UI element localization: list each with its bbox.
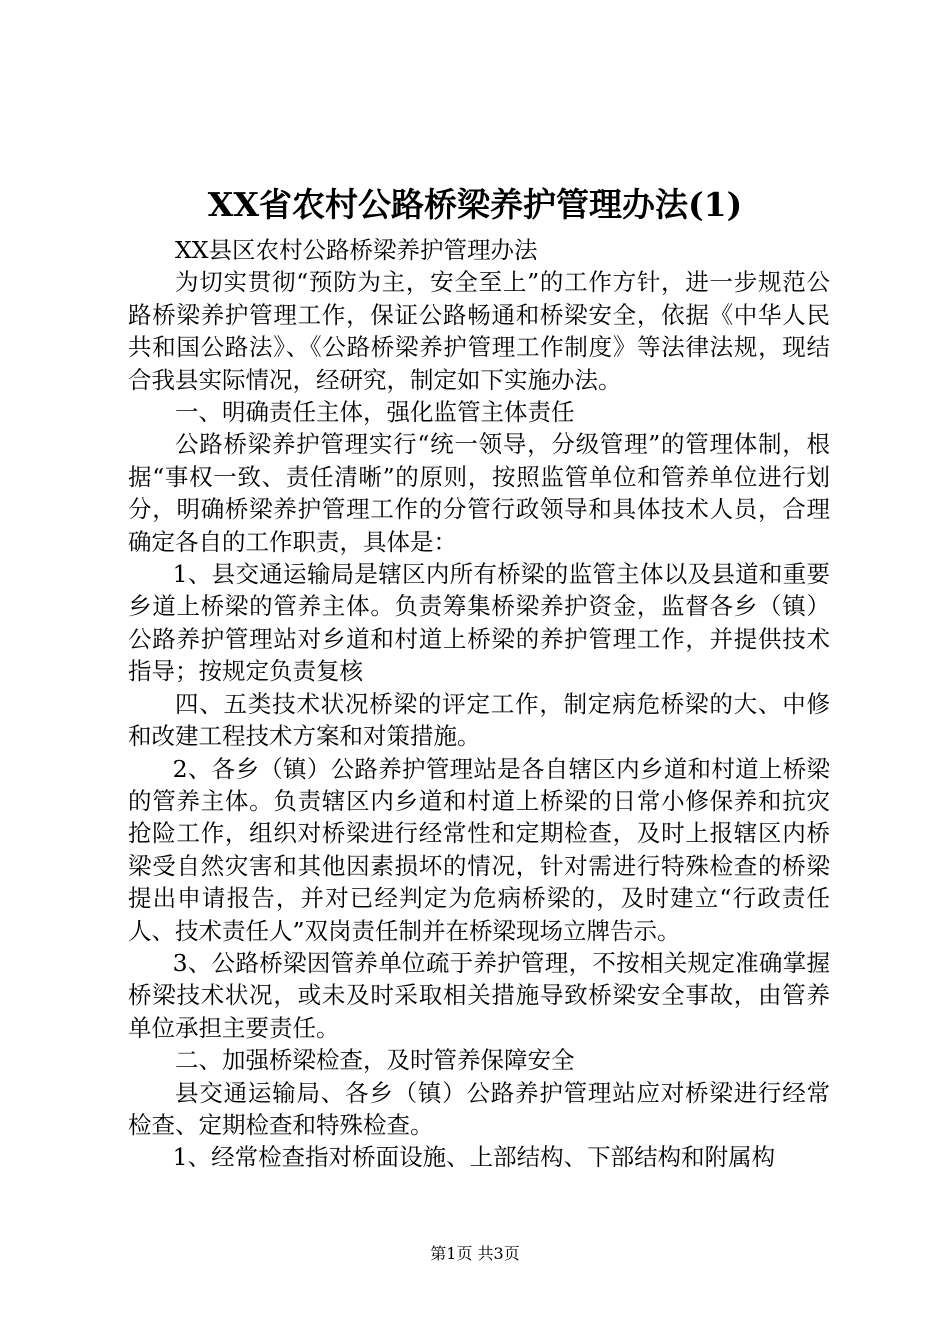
intro-paragraph: 为切实贯彻“预防为主，安全至上”的工作方针，进一步规范公路桥梁养护管理工作，保证公路畅通和桥梁安全，依据《中华人民共和国公路法》、《公路桥梁养护管理工作制度》等法律法规，现结合我县实际情况，经研究，制定如下实施办法。 <box>128 268 830 394</box>
list-item-2: 2、各乡（镇）公路养护管理站是各自辖区内乡道和村道上桥梁的管养主体。负责辖区内乡道和村道上桥梁的日常小修保养和抗灾抢险工作，组织对桥梁进行经常性和定期检查，及时上报辖区内桥梁受自然灾害和其他因素损坏的情况，针对需进行特殊检查的桥梁提出申请报告，并对已经判定为危病桥梁的，及时建立“行政责任人、技术责任人”双岗责任制并在桥梁现场立牌告示。 <box>128 754 830 945</box>
section-heading-1: 一、明确责任主体，强化监管主体责任 <box>175 398 575 427</box>
document-title: XX省农村公路桥梁养护管理办法(1) <box>207 185 743 224</box>
body-paragraph: 四、五类技术状况桥梁的评定工作，制定病危桥梁的大、中修和改建工程技术方案和对策措施。 <box>128 689 830 751</box>
subtitle-paragraph: XX县区农村公路桥梁养护管理办法 <box>175 236 538 264</box>
list-item-3: 3、公路桥梁因管养单位疏于养护管理，不按相关规定准确掌握桥梁技术状况，或未及时采取相关措施导致桥梁安全事故，由管养单位承担主要责任。 <box>128 948 830 1042</box>
document-body <box>128 234 830 1174</box>
list-item-1: 1、县交通运输局是辖区内所有桥梁的监管主体以及县道和重要乡道上桥梁的管养主体。负责筹集桥梁养护资金，监督各乡（镇）公路养护管理站对乡道和村道上桥梁的养护管理工作，并提供技术指导；按规定负责复核 <box>128 560 830 686</box>
body-paragraph: 公路桥梁养护管理实行“统一领导，分级管理”的管理体制，根据“事权一致、责任清晰”的原则，按照监管单位和管养单位进行划分，明确桥梁养护管理工作的分管行政领导和具体技术人员，合理确定各自的工作职责，具体是： <box>128 430 830 556</box>
body-paragraph: 县交通运输局、各乡（镇）公路养护管理站应对桥梁进行经常检查、定期检查和特殊检查。 <box>128 1078 830 1139</box>
section-heading-2: 二、加强桥梁检查，及时管养保障安全 <box>175 1046 575 1075</box>
list-item-4: 1、经常检查指对桥面设施、上部结构、下部结构和附属构 <box>172 1143 776 1172</box>
page-footer: 第1页 共3页 <box>430 1244 520 1263</box>
